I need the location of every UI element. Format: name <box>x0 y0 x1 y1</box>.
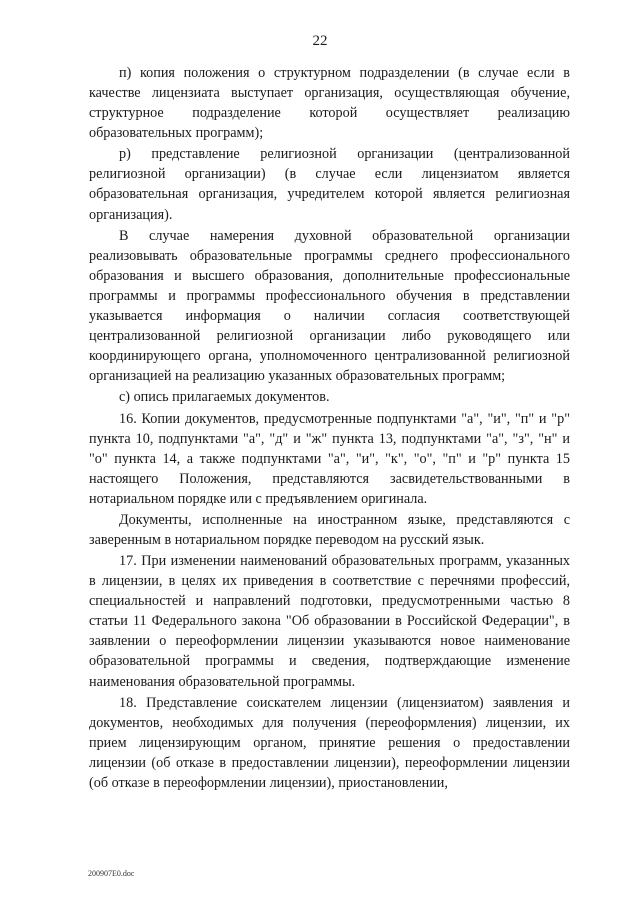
paragraph-foreign-language: Документы, исполненные на иностранном языке, представляются с заверенным в нотариальном порядке переводом на русский язык. <box>89 511 570 549</box>
paragraph-s-item: с) опись прилагаемых документов. <box>119 389 330 406</box>
footer-filename: 200907E0.doc <box>88 869 135 878</box>
document-body <box>89 63 570 794</box>
paragraph-17: 17. При изменении наименований образовательных программ, указанных в лицензии, в целях их приведения в соответствие с перечнями профессий, специальностей и направлений подготовки, предусмотренными частью 8 статьи 11 Федерального закона "Об образовании в Российской Федерации", в заявлении о переоформлении лицензии указываются новое наименование образовательной программы и сведения, подтверждающие изменение наименования образовательной программы. <box>89 553 570 690</box>
paragraph-16: 16. Копии документов, предусмотренные подпунктами "а", "и", "п" и "р" пункта 10, подпунктами "а", "д" и "ж" пункта 13, подпунктами "а", "з", "н" и "о" пункта 14, а также подпунктами "а", "и", "к", "о", "п" и "р" пункта 15 настоящего Положения, представляются засвидетельствованными в нотариальном порядке или с предъявлением оригинала. <box>89 410 570 507</box>
paragraph-r-item: р) представление религиозной организации (централизованной религиозной организации) (в случае если лицензиатом является образовательная организация, учредителем которой является религиозная организация). <box>89 146 570 223</box>
paragraph-18: 18. Представление соискателем лицензии (лицензиатом) заявления и документов, необходимых для получения (переоформления) лицензии, их прием лицензирующим органом, принятие решения о предоставлении лицензии (об отказе в предоставлении лицензии), переоформлении лицензии (об отказе в переоформлении лицензии), приостановлении, <box>89 694 570 791</box>
paragraph-p-item: п) копия положения о структурном подразделении (в случае если в качестве лицензиата выступает организация, осуществляющая обучение, структурное подразделение которой осуществляет реализацию образовательных программ); <box>89 65 570 142</box>
paragraph-spiritual-organization: В случае намерения духовной образовательной организации реализовывать образовательные программы среднего профессионального образования и высшего образования, дополнительные профессиональные программы и программы профессионального обучения в представлении указывается информация о наличии согласия соответствующей централизованной религиозной организации либо руководящего или координирующего органа, уполномоченного централизованной религиозной организацией на реализацию указанных образовательных программ; <box>89 227 570 385</box>
page-number: 22 <box>312 33 328 49</box>
